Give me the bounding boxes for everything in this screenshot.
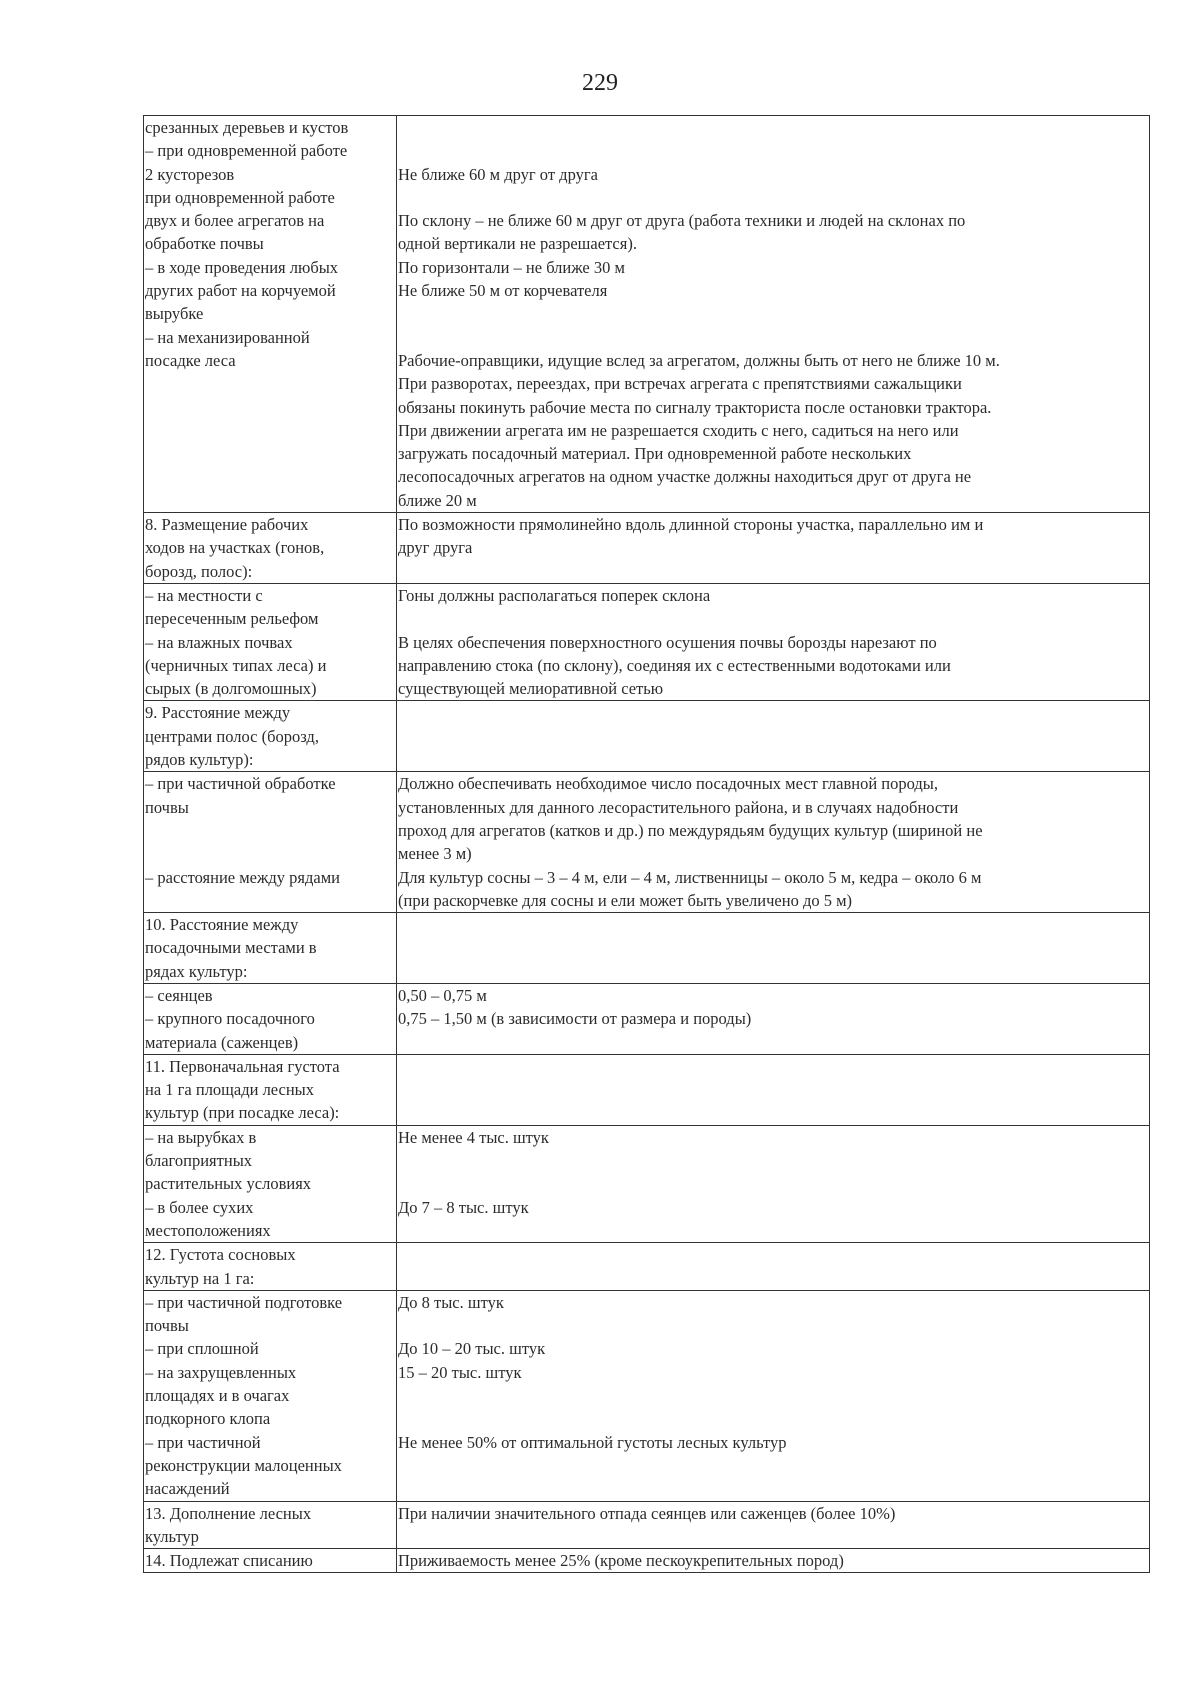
text-line: сырых (в долгомошных) [145, 679, 317, 699]
text-line [398, 139, 1148, 162]
table-body [144, 116, 1150, 1573]
text-line: – на влажных почвах [145, 632, 293, 652]
text-line: – при частичной [145, 1432, 261, 1452]
parameter-cell [144, 1054, 397, 1125]
text-line: Для культур сосны – 3 – 4 м, ели – 4 м, лиственницы – около 5 м, кедра – около 6 м [398, 867, 982, 887]
parameter-cell [144, 1125, 397, 1242]
text-line: центрами полос (борозд, [145, 726, 319, 746]
text-line: – расстояние между рядами [145, 867, 340, 887]
parameter-cell [144, 772, 397, 913]
text-line: посадочными местами в [145, 938, 317, 958]
text-line: 0,50 – 0,75 м [398, 985, 487, 1005]
text-line: ходов на участках (гонов, [145, 538, 325, 558]
text-line: почвы [145, 1316, 189, 1336]
text-line: местоположениях [145, 1220, 271, 1240]
text-line: При наличии значительного отпада сеянцев или саженцев (более 10%) [398, 1503, 896, 1523]
text-line: По возможности прямолинейно вдоль длинной стороны участка, параллельно им и [398, 515, 984, 535]
text-line: 15 – 20 тыс. штук [398, 1362, 522, 1382]
text-line: 14. Подлежат списанию [145, 1551, 313, 1571]
table-row [144, 1501, 1150, 1549]
text-line: До 10 – 20 тыс. штук [398, 1339, 546, 1359]
text-line: Должно обеспечивать необходимое число посадочных мест главной породы, [398, 774, 939, 794]
text-line: Гоны должны располагаться поперек склона [398, 585, 711, 605]
text-line: реконструкции малоценных [145, 1455, 342, 1475]
table-row [144, 513, 1150, 584]
text-line: – при частичной подготовке [145, 1292, 343, 1312]
text-line [398, 607, 1148, 630]
text-line: пересеченным рельефом [145, 609, 319, 629]
parameter-cell [144, 583, 397, 700]
text-line: подкорного клопа [145, 1409, 271, 1429]
text-line: По склону – не ближе 60 м друг от друга (работа техники и людей на склонах по [398, 211, 966, 231]
text-line: – в более сухих [145, 1197, 254, 1217]
requirement-cell [397, 772, 1150, 913]
text-line: загружать посадочный материал. При одновременной работе нескольких [398, 444, 912, 464]
requirement-cell [397, 913, 1150, 984]
text-line: 12. Густота сосновых [145, 1245, 296, 1265]
text-line [398, 1407, 1148, 1430]
table-row [144, 1243, 1150, 1291]
text-line: одной вертикали не разрешается). [398, 234, 637, 254]
text-line: Не менее 50% от оптимальной густоты лесных культур [398, 1432, 787, 1452]
text-line: рядов культур): [145, 750, 254, 770]
text-line: установленных для данного лесорастительного района, и в случаях надобности [398, 797, 959, 817]
requirement-cell [397, 1290, 1150, 1501]
text-line: благоприятных [145, 1151, 253, 1171]
text-line: 9. Расстояние между [145, 703, 291, 723]
requirement-cell [397, 1549, 1150, 1573]
parameter-cell [144, 513, 397, 584]
parameter-cell [144, 983, 397, 1054]
text-line: – на местности с [145, 585, 263, 605]
text-line [398, 186, 1148, 209]
parameter-cell [144, 116, 397, 513]
text-line: площадях и в очагах [145, 1386, 290, 1406]
text-line: материала (саженцев) [145, 1032, 299, 1052]
parameter-cell [144, 1501, 397, 1549]
text-line: До 7 – 8 тыс. штук [398, 1197, 529, 1217]
text-line: борозд, полос): [145, 561, 253, 581]
text-line: проход для агрегатов (катков и др.) по междурядьям будущих культур (шириной не [398, 820, 983, 840]
text-line: – крупного посадочного [145, 1009, 315, 1029]
table-row [144, 583, 1150, 700]
text-line: – в ходе проведения любых [145, 257, 339, 277]
text-line [398, 326, 1148, 349]
requirement-cell [397, 983, 1150, 1054]
parameter-cell [144, 701, 397, 772]
text-line: посадке леса [145, 350, 236, 370]
text-line: Не ближе 50 м от корчевателя [398, 281, 608, 301]
text-line [398, 1172, 1148, 1195]
text-line: культур на 1 га: [145, 1268, 255, 1288]
text-line: – при частичной обработке [145, 774, 336, 794]
text-line: обязаны покинуть рабочие места по сигналу тракториста после остановки трактора. [398, 397, 992, 417]
text-line: друг друга [398, 538, 473, 558]
text-line: направлению стока (по склону), соединяя их с естественными водотоками или [398, 655, 951, 675]
text-line [398, 1384, 1148, 1407]
parameter-cell [144, 913, 397, 984]
text-line: – сеянцев [145, 985, 213, 1005]
requirement-cell [397, 513, 1150, 584]
text-line: почвы [145, 797, 189, 817]
parameter-cell [144, 1243, 397, 1291]
text-line: двух и более агрегатов на [145, 211, 325, 231]
text-line: Не менее 4 тыс. штук [398, 1127, 549, 1147]
text-line: обработке почвы [145, 234, 264, 254]
text-line: 2 кусторезов [145, 164, 235, 184]
text-line: 11. Первоначальная густота [145, 1056, 340, 1076]
text-line [398, 116, 1148, 139]
text-line: – на механизированной [145, 327, 310, 347]
text-line: срезанных деревьев и кустов [145, 118, 349, 137]
text-line: рядах культур: [145, 961, 248, 981]
text-line: 8. Размещение рабочих [145, 515, 309, 535]
text-line: вырубке [145, 304, 204, 324]
table-row [144, 913, 1150, 984]
table-row [144, 1125, 1150, 1242]
text-line: при одновременной работе [145, 187, 335, 207]
regulations-table [143, 115, 1150, 1573]
text-line: на 1 га площади лесных [145, 1080, 315, 1100]
requirement-cell [397, 116, 1150, 513]
table-row [144, 983, 1150, 1054]
text-line: культур (при посадке леса): [145, 1103, 340, 1123]
text-line: (черничных типах леса) и [145, 655, 327, 675]
table-row [144, 701, 1150, 772]
text-line: (при раскорчевке для сосны и ели может быть увеличено до 5 м) [398, 890, 853, 910]
text-line: Рабочие-оправщики, идущие вслед за агрегатом, должны быть от него не ближе 10 м. [398, 350, 1000, 370]
page-number: 229 [582, 70, 618, 96]
text-line: менее 3 м) [398, 844, 472, 864]
requirement-cell [397, 583, 1150, 700]
text-line: По горизонтали – не ближе 30 м [398, 257, 625, 277]
text-line [398, 1314, 1148, 1337]
text-line: других работ на корчуемой [145, 281, 336, 301]
text-line: – на захрущевленных [145, 1362, 297, 1382]
table-row [144, 1290, 1150, 1501]
text-line: При движении агрегата им не разрешается сходить с него, садиться на него или [398, 420, 959, 440]
text-line [145, 819, 395, 842]
table-row [144, 116, 1150, 513]
requirement-cell [397, 1054, 1150, 1125]
text-line: существующей мелиоративной сетью [398, 679, 664, 699]
text-line [398, 302, 1148, 325]
text-line: насаждений [145, 1479, 230, 1499]
text-line: – при одновременной работе [145, 141, 348, 161]
text-line: лесопосадочных агрегатов на одном участке должны находиться друг от друга не [398, 467, 972, 487]
text-line: растительных условиях [145, 1174, 312, 1194]
text-line: 0,75 – 1,50 м (в зависимости от размера и породы) [398, 1009, 752, 1029]
requirement-cell [397, 1501, 1150, 1549]
text-line: В целях обеспечения поверхностного осушения почвы борозды нарезают по [398, 632, 937, 652]
text-line: До 8 тыс. штук [398, 1292, 504, 1312]
text-line: Приживаемость менее 25% (кроме пескоукрепительных пород) [398, 1551, 844, 1571]
text-line: Не ближе 60 м друг от друга [398, 164, 598, 184]
table-row [144, 1054, 1150, 1125]
text-line: – на вырубках в [145, 1127, 257, 1147]
parameter-cell [144, 1549, 397, 1573]
parameter-cell [144, 1290, 397, 1501]
text-line [145, 842, 395, 865]
requirement-cell [397, 701, 1150, 772]
text-line: При разворотах, переездах, при встречах агрегата с препятствиями сажальщики [398, 374, 962, 394]
text-line: – при сплошной [145, 1339, 259, 1359]
text-line: 10. Расстояние между [145, 915, 299, 935]
table-row [144, 1549, 1150, 1573]
text-line: культур [145, 1526, 199, 1546]
requirement-cell [397, 1243, 1150, 1291]
table-row [144, 772, 1150, 913]
text-line: ближе 20 м [398, 490, 477, 510]
text-line: 13. Дополнение лесных [145, 1503, 312, 1523]
text-line [398, 1149, 1148, 1172]
requirement-cell [397, 1125, 1150, 1242]
